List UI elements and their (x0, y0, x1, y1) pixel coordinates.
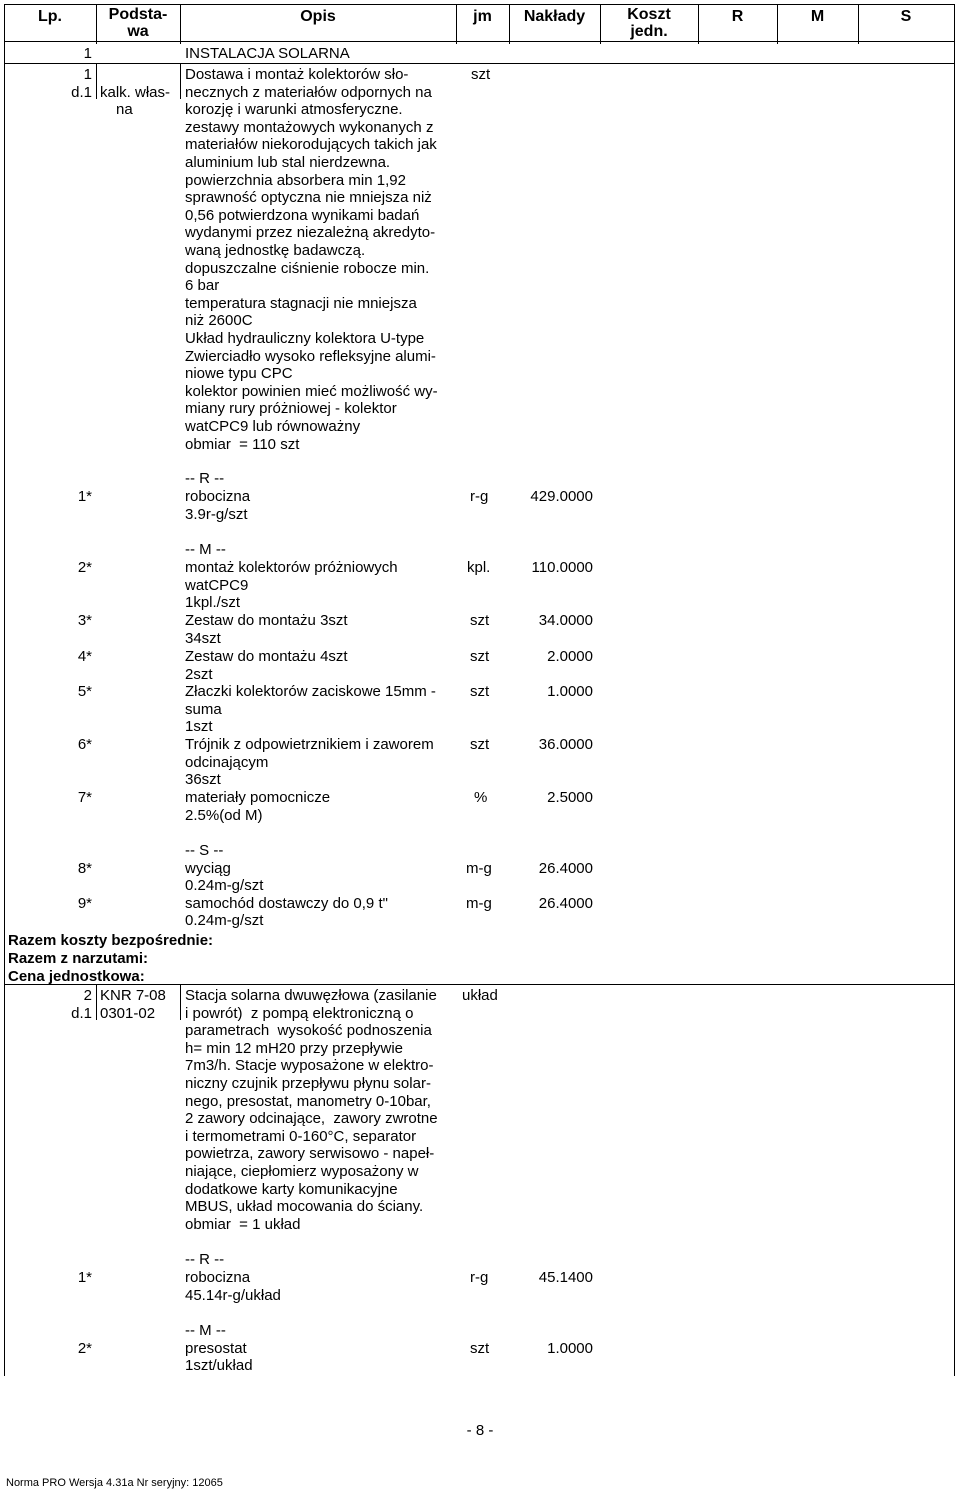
desc-line: Dostawa i montaż kolektorów sło- (185, 66, 409, 83)
desc-line: dopuszczalne ciśnienie robocze min. (185, 259, 430, 277)
row-desc: Złaczki kolektorów zaciskowe 15mm - (185, 683, 436, 700)
row-lp: 6* (77, 736, 92, 753)
item2-top-border (4, 984, 955, 985)
header-podstawa-line1: Podsta- (108, 6, 168, 23)
desc-line: Zwierciadło wysoko refleksyjne alumi- (185, 347, 436, 365)
row-value: 2.5000 (547, 789, 593, 806)
desc-line: 2 zawory odcinające, zawory zwrotne (185, 1110, 438, 1128)
summary-unit-price: Cena jednostkowa: (8, 968, 145, 985)
header-lp: Lp. (38, 8, 62, 25)
desc-line: niające, ciepłomierz wyposażony w (185, 1163, 419, 1180)
row-value: 26.4000 (538, 860, 593, 877)
row-value: 45.1400 (538, 1269, 593, 1286)
desc-line: miany rury próżniowej - kolektor (185, 400, 397, 418)
group-label-r: -- R -- (185, 1251, 225, 1268)
row-norm: 1szt (185, 718, 213, 735)
row-jm: % (474, 789, 488, 806)
group-label-r: -- R -- (185, 470, 225, 487)
desc-line: niowe typu CPC (185, 365, 293, 383)
desc-line: powierzchnia absorbera min 1,92 (185, 171, 406, 189)
row-lp: 9* (77, 895, 92, 912)
row-lp: 5* (77, 683, 92, 700)
row-jm: m-g (466, 860, 492, 877)
software-footer: Norma PRO Wersja 4.31a Nr seryjny: 12065 (6, 1477, 223, 1489)
row-jm: r-g (470, 1269, 489, 1286)
row-desc: Zestaw do montażu 3szt (185, 612, 348, 629)
row-norm: 3.9r-g/szt (185, 506, 248, 523)
row-norm: 36szt (185, 771, 221, 788)
item2-podstawa-line1: KNR 7-08 (100, 987, 166, 1004)
row-lp: 4* (77, 648, 92, 665)
item2-jm: układ (462, 987, 498, 1004)
item2-lp-sep (96, 984, 97, 1020)
item2-podstawa-line2: 0301-02 (100, 1005, 156, 1022)
desc-line: watCPC9 lub równoważny (185, 418, 361, 435)
desc-line: wydanymi przez niezależną akredyto- (185, 224, 436, 242)
header-naklady: Nakłady (523, 8, 586, 25)
row-desc: wyciąg (185, 860, 231, 877)
row-value: 36.0000 (538, 736, 593, 753)
item2-lp-line1: 2 (83, 987, 92, 1004)
row-norm: 45.14r-g/układ (185, 1287, 281, 1304)
row-lp: 8* (77, 860, 92, 877)
header-s: S (900, 8, 912, 25)
desc-line: niż 2600C (185, 312, 253, 330)
item1-jm: szt (471, 66, 491, 83)
desc-line: nego, presostat, manometry 0-10bar, (185, 1092, 431, 1110)
row-lp: 1* (77, 1269, 92, 1286)
row-jm: m-g (466, 895, 492, 912)
header-podstawa-line2: wa (127, 23, 149, 40)
header-jm: jm (473, 8, 492, 25)
row-value: 34.0000 (538, 612, 593, 629)
row-jm: szt (470, 683, 490, 700)
row-jm: r-g (470, 488, 489, 505)
row-jm: szt (470, 736, 490, 753)
row-desc: montaż kolektorów próżniowych (185, 559, 398, 576)
page-number: - 8 - (466, 1422, 494, 1439)
row-value: 26.4000 (538, 895, 593, 912)
item1-podstawa-line1: kalk. włas- (100, 84, 171, 101)
row-norm: 2.5%(od M) (185, 807, 263, 824)
desc-line: materiałów niekorodujących takich jak (185, 136, 437, 154)
row-desc: Zestaw do montażu 4szt (185, 648, 348, 665)
desc-line: 0,56 potwierdzona wynikami badań (185, 206, 420, 224)
desc-line: obmiar = 110 szt (185, 435, 300, 453)
header-top-border (4, 4, 955, 5)
summary-direct-costs: Razem koszty bezpośrednie: (8, 932, 214, 949)
desc-line: h= min 12 mH20 przy przepływie (185, 1039, 404, 1057)
desc-line: MBUS, układ mocowania do ściany. (185, 1198, 424, 1216)
row-desc: presostat (185, 1340, 247, 1357)
item1-podstawa-line2: na (116, 101, 133, 118)
desc-line: kolektor powinien mieć możliwość wy- (185, 382, 438, 400)
row-jm: kpl. (467, 559, 491, 576)
row-jm: szt (470, 612, 490, 629)
header-bottom-border (4, 41, 955, 42)
row-norm: 34szt (185, 630, 221, 647)
row-value: 110.0000 (531, 559, 593, 576)
row-value: 1.0000 (547, 683, 593, 700)
row-desc-cont: watCPC9 (185, 577, 249, 594)
desc-line: aluminium lub stal nierdzewna. (185, 154, 391, 171)
desc-line: Stacja solarna dwuwęzłowa (zasilanie (185, 987, 437, 1004)
desc-line: i termometrami 0-160°C, separator (185, 1127, 417, 1145)
desc-line: powietrza, zawory serwisowo - napeł- (185, 1145, 435, 1163)
row-lp: 7* (77, 789, 92, 806)
row-desc-cont: suma (185, 701, 222, 718)
desc-line: Układ hydrauliczny kolektora U-type (185, 330, 425, 347)
desc-line: zestawy montażowych wykonanych z (185, 118, 434, 136)
desc-line: dodatkowe karty komunikacyjne (185, 1180, 398, 1198)
row-desc: materiały pomocnicze (185, 789, 331, 806)
desc-line: parametrach wysokość podnoszenia (185, 1022, 432, 1040)
group-label-m: -- M -- (185, 541, 226, 558)
row-desc: robocizna (185, 1269, 251, 1286)
section-number: 1 (83, 45, 92, 62)
item1-top-border (4, 63, 955, 64)
frame-right-border (954, 4, 955, 1376)
row-value: 2.0000 (547, 648, 593, 665)
row-desc: samochód dostawczy do 0,9 t" (185, 895, 388, 912)
header-r: R (731, 8, 744, 25)
desc-line: obmiar = 1 układ (185, 1215, 301, 1233)
group-label-m: -- M -- (185, 1322, 226, 1339)
desc-line: 7m3/h. Stacje wyposażone w elektro- (185, 1057, 434, 1075)
row-norm: 2szt (185, 666, 213, 683)
desc-line: waną jednostkę badawczą. (185, 242, 366, 259)
item1-podstawa-sep (180, 63, 181, 99)
row-norm: 0.24m-g/szt (185, 912, 264, 929)
group-label-s: -- S -- (185, 842, 224, 859)
header-koszt-line1: Koszt (627, 6, 671, 23)
item1-lp-line1: 1 (83, 66, 92, 83)
desc-line: niczny czujnik przepływu płynu solar- (185, 1075, 431, 1092)
section-title: INSTALACJA SOLARNA (185, 45, 350, 62)
header-koszt-line2: jedn. (630, 23, 668, 40)
desc-line: korozję i warunki atmosferyczne. (185, 101, 403, 119)
desc-line: i powrót) z pompą elektroniczną o (185, 1004, 414, 1022)
row-norm: 1szt/układ (185, 1357, 253, 1374)
row-desc: robocizna (185, 488, 251, 505)
row-desc-cont: odcinającym (185, 754, 269, 771)
item1-lp-sep (96, 63, 97, 99)
row-jm: szt (470, 648, 490, 665)
row-value: 1.0000 (547, 1340, 593, 1357)
row-desc: Trójnik z odpowietrznikiem i zaworem (185, 736, 434, 753)
row-norm: 1kpl./szt (185, 594, 241, 611)
row-value: 429.0000 (530, 488, 593, 505)
desc-line: necznych z materiałów odpornych na (185, 83, 432, 101)
header-opis: Opis (300, 8, 336, 25)
desc-line: 6 bar (185, 277, 220, 295)
desc-line: sprawność optyczna nie mniejsza niż (185, 189, 432, 207)
summary-with-markups: Razem z narzutami: (8, 950, 149, 967)
item2-podstawa-sep (180, 984, 181, 1020)
row-norm: 0.24m-g/szt (185, 877, 264, 894)
row-jm: szt (470, 1340, 490, 1357)
desc-line: temperatura stagnacji nie mniejsza (185, 294, 417, 312)
row-lp: 1* (77, 488, 92, 505)
row-lp: 3* (77, 612, 92, 629)
header-m: M (810, 8, 825, 25)
item1-lp-line2: d.1 (71, 84, 92, 101)
row-lp: 2* (77, 1340, 92, 1357)
row-lp: 2* (77, 559, 92, 576)
item2-lp-line2: d.1 (71, 1005, 92, 1022)
